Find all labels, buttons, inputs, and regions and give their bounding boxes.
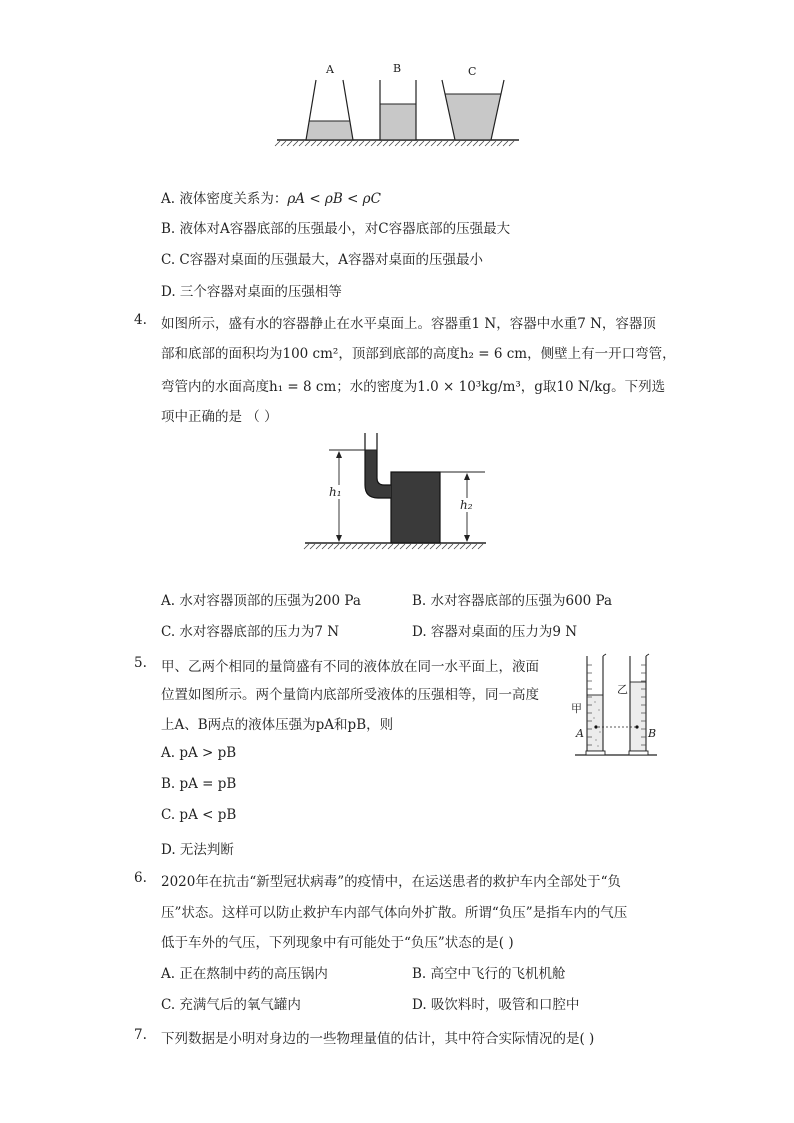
q4-option-c: C. 水对容器底部的压力为7 N (161, 624, 340, 640)
q3-option-a-prefix: A. 液体密度关系为： (161, 191, 288, 207)
q6-number: 6. (134, 870, 147, 886)
fig2-h2-label: h₂ (460, 498, 473, 512)
fig3-jia-label: 甲 (571, 702, 582, 715)
q4-option-d: D. 容器对桌面的压力为9 N (412, 624, 578, 640)
fig3-point-a-label: A (576, 727, 584, 740)
q4-stem-line3: 弯管内的水面高度h₁ = 8 cm；水的密度为1.0 × 10³kg/m³，g取10 N/kg。下列选 (161, 379, 666, 395)
q5-option-a: A. pA > pB (161, 745, 237, 761)
q3-option-c: C. C容器对桌面的压强最大，A容器对桌面的压强最小 (161, 252, 484, 268)
q4-stem-line1: 如图所示，盛有水的容器静止在水平桌面上。容器重1 N，容器中水重7 N，容器顶 (161, 316, 656, 332)
fig1-label-b: B (393, 62, 402, 75)
q5-stem-line1: 甲、乙两个相同的量筒盛有不同的液体放在同一水平面上，液面 (161, 659, 539, 675)
q4-number: 4. (134, 312, 147, 328)
q3-option-d: D. 三个容器对桌面的压强相等 (161, 284, 342, 300)
q5-number: 5. (134, 655, 147, 671)
q5-option-b: B. pA = pB (161, 776, 237, 792)
fig2-h1-label: h₁ (329, 485, 342, 499)
q5-stem-line2: 位置如图所示。两个量筒内底部所受液体的压强相等，同一高度 (161, 687, 539, 703)
q6-stem-line3: 低于车外的气压，下列现象中有可能处于“负压”状态的是( ) (161, 935, 514, 951)
q3-option-b: B. 液体对A容器底部的压强最小，对C容器底部的压强最大 (161, 221, 511, 237)
fig3-point-b-label: B (648, 727, 657, 740)
fig3-yi-label: 乙 (617, 683, 628, 696)
q5-option-d: D. 无法判断 (161, 842, 234, 858)
q4-option-b: B. 水对容器底部的压强为600 Pa (412, 593, 613, 609)
q3-option-a (161, 187, 381, 207)
q3-option-a-formula: ρA < ρB < ρC (287, 191, 381, 207)
q5-option-c: C. pA < pB (161, 807, 237, 823)
q4-stem-line4: 项中正确的是 （ ） (161, 409, 278, 425)
q6-option-d: D. 吸饮料时，吸管和口腔中 (412, 997, 580, 1013)
q6-stem-line2: 压”状态。这样可以防止救护车内部气体向外扩散。所谓“负压”是指车内的气压 (161, 905, 628, 921)
q4-stem-line2: 部和底部的面积均为100 cm²，顶部到底部的高度h₂ = 6 cm，侧壁上有一开口弯管， (161, 346, 676, 362)
q7-stem-line1: 下列数据是小明对身边的一些物理量值的估计，其中符合实际情况的是( ) (161, 1031, 595, 1047)
q4-option-a: A. 水对容器顶部的压强为200 Pa (161, 593, 361, 609)
q5-stem-line3: 上A、B两点的液体压强为pA和pB，则 (161, 717, 394, 733)
fig1-label-a: A (326, 63, 334, 76)
q6-option-a: A. 正在熬制中药的高压锅内 (161, 966, 328, 982)
q6-stem-line1: 2020年在抗击“新型冠状病毒”的疫情中，在运送患者的救护车内全部处于“负 (161, 874, 622, 890)
q6-option-b: B. 高空中飞行的飞机机舱 (412, 966, 566, 982)
fig1-label-c: C (468, 65, 477, 78)
q6-option-c: C. 充满气后的氧气罐内 (161, 997, 301, 1013)
q7-number: 7. (134, 1027, 147, 1043)
